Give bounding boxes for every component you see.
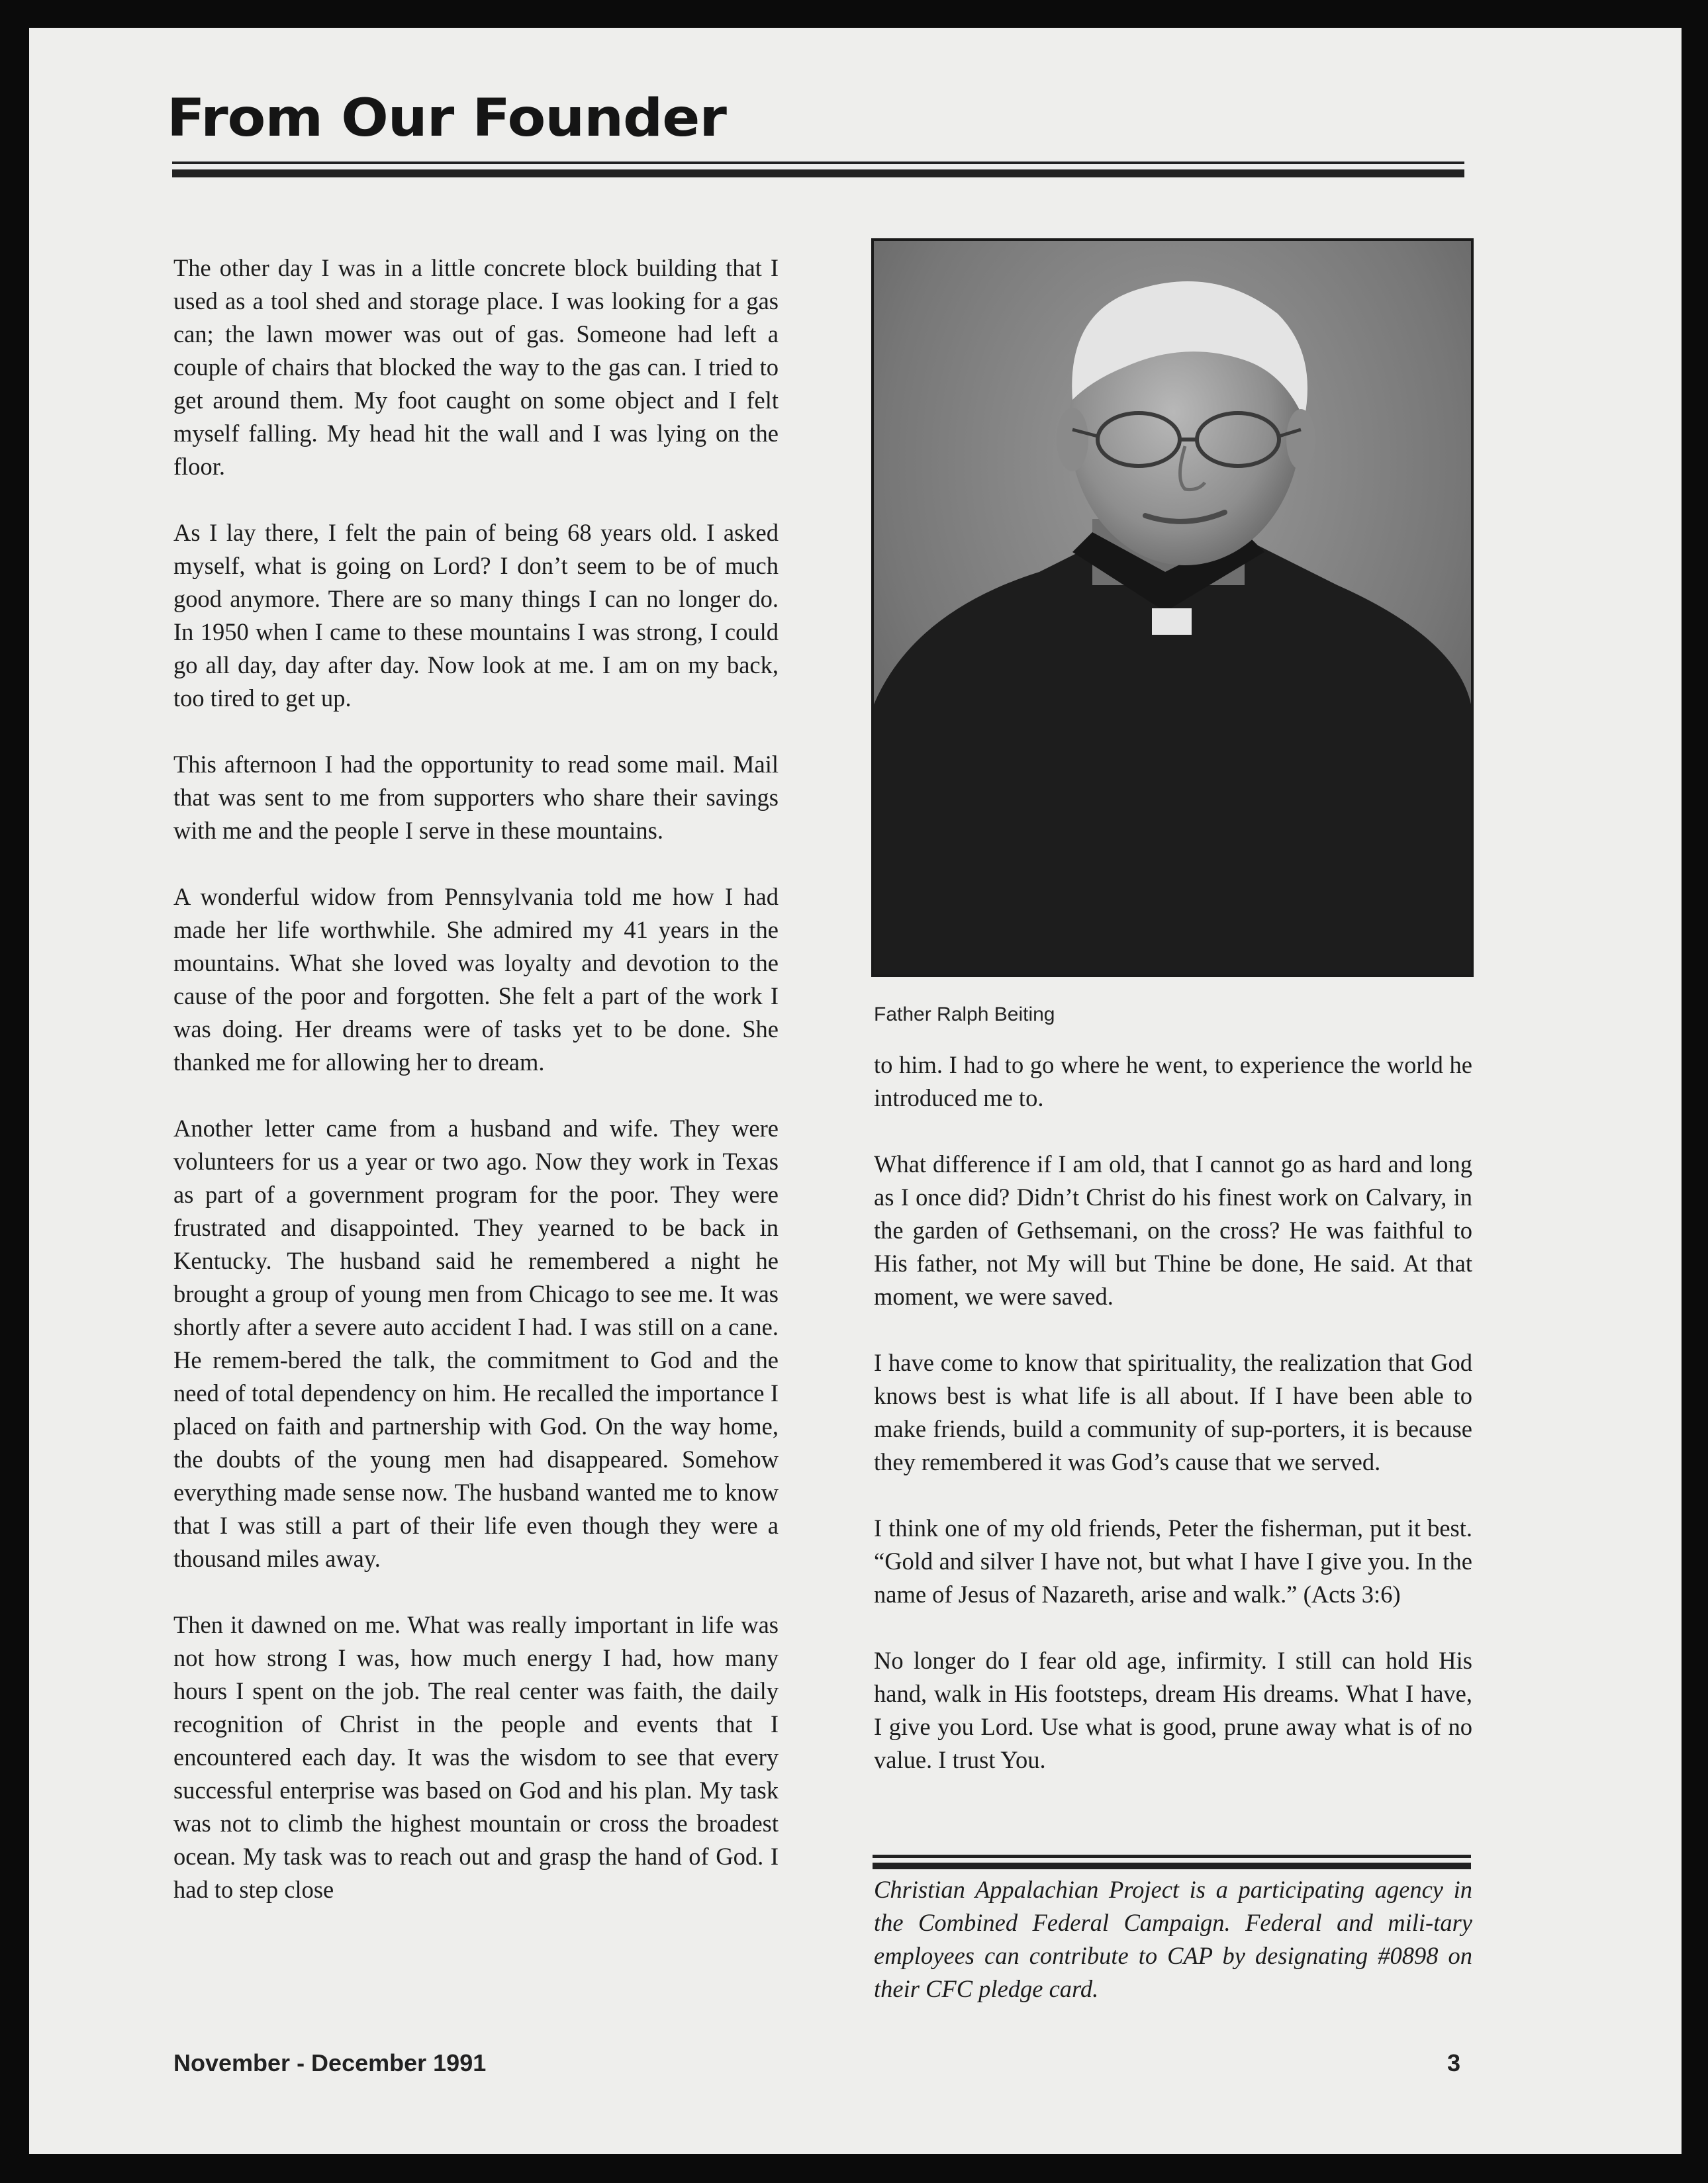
paragraph: As I lay there, I felt the pain of being 68 years old. I asked myself, what is going on Lord? I don’t seem to be of much good anymore. There are so many things I can no longer do. In 1950 when I came to these mountains I was strong, I could go all day, day after day. Now look at me. I am on my back, too tired to get up. [173, 519, 779, 712]
left-column [173, 252, 779, 1939]
page-title: From Our Founder [167, 89, 726, 148]
paragraph: What difference if I am old, that I cannot go as hard and long as I once did? Didn’t Christ do his finest work on Calvary, in the garden of Gethsemani, on the cross? He was faithful to His father, not My will but Thine be done, He said. At that moment, we were saved. [874, 1150, 1472, 1310]
notice-rule-thick [873, 1863, 1471, 1869]
paragraph: Then it dawned on me. What was really important in life was not how strong I was, how much energy I had, how many hours I spent on the job. The real center was faith, the daily recognition of Christ in the people and events that I encountered each day. It was the wisdom to see that every successful enterprise was based on God and his plan. My task was not to climb the highest mountain or cross the broadest ocean. My task was to reach out and grasp the hand of God. I had to step close [173, 1611, 779, 1903]
notice-rule-thin [873, 1855, 1471, 1858]
cfc-notice: Christian Appalachian Project is a participating agency in the Combined Federal Campaign. Federal and mili-tary employees can contribute to CAP by designating #0898 on their CFC pledge card. [874, 1876, 1472, 2002]
paragraph: The other day I was in a little concrete block building that I used as a tool shed and storage place. I was looking for a gas can; the lawn mower was out of gas. Someone had left a couple of chairs that blocked the way to the gas can. I tried to get around them. My foot caught on some object and I felt myself falling. My head hit the wall and I was lying on the floor. [173, 254, 779, 480]
photo-caption: Father Ralph Beiting [874, 1003, 1055, 1025]
issue-date: November - December 1991 [173, 2049, 487, 2076]
title-rule-thin [172, 162, 1464, 164]
paragraph: I have come to know that spirituality, the realization that God knows best is what life is all about. If I have been able to make friends, build a community of sup-porters, it is because they remembered it was God’s cause that we served. [874, 1349, 1472, 1475]
page-number: 3 [1447, 2049, 1461, 2076]
founder-photo [871, 238, 1474, 977]
title-rule-thick [172, 169, 1464, 177]
paragraph: No longer do I fear old age, infirmity. I still can hold His hand, walk in His footsteps, dream His dreams. What I have, I give you Lord. Use what is good, prune away what is of no value. I trust You. [874, 1647, 1472, 1773]
paragraph: to him. I had to go where he went, to experience the world he introduced me to. [874, 1051, 1472, 1111]
paragraph: This afternoon I had the opportunity to read some mail. Mail that was sent to me from supporters who share their savings with me and the people I serve in these mountains. [173, 751, 779, 844]
portrait-illustration [874, 241, 1471, 974]
paragraph: Another letter came from a husband and wife. They were volunteers for us a year or two ago. Now they work in Texas as part of a government program for the poor. They were frustrated and disappointed. They yearned to be back in Kentucky. The husband said he remembered a night he brought a group of young men from Chicago to see me. It was shortly after a severe auto accident I had. I was still on a cane. He remem-bered the talk, the commitment to God and the need of total dependency on him. He recalled the importance I placed on faith and partnership with God. On the way home, the doubts of the young men had disappeared. Somehow everything made sense now. The husband wanted me to know that I was still a part of their life even though they were a thousand miles away. [173, 1115, 779, 1572]
paragraph: I think one of my old friends, Peter the fisherman, put it best. “Gold and silver I have not, but what I have I give you. In the name of Jesus of Nazareth, arise and walk.” (Acts 3:6) [874, 1514, 1472, 1608]
right-column [874, 1048, 1472, 1810]
paragraph: A wonderful widow from Pennsylvania told me how I had made her life worthwhile. She admired my 41 years in the mountains. What she loved was loyalty and devotion to the cause of the poor and forgotten. She felt a part of the work I was doing. Her dreams were of tasks yet to be done. She thanked me for allowing her to dream. [173, 883, 779, 1076]
